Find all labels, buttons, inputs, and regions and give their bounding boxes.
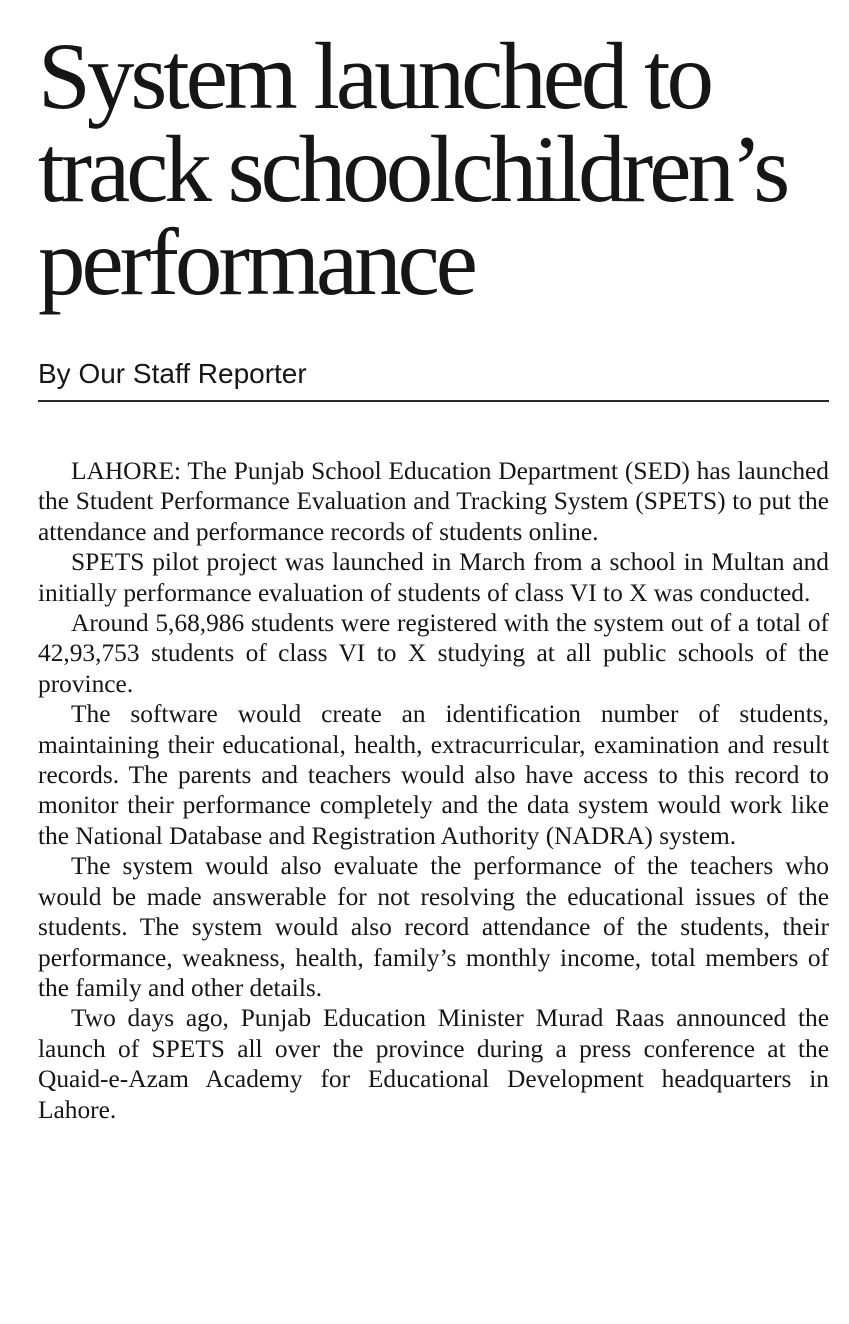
headline: System launched to track schoolchildren’s performance — [38, 23, 787, 315]
paragraph: Around 5,68,986 students were registered with the system out of a total of 42,93,753 students of class VI to X studying at all public schools of the province. — [38, 609, 829, 698]
paragraph: SPETS pilot project was launched in March from a school in Multan and initially performance evaluation of students of class VI to X was conducted. — [38, 548, 829, 607]
paragraph: The system would also evaluate the performance of the teachers who would be made answerable for not resolving the educational issues of the students. The system would also record attendance of the students, their performance, weakness, health, family’s monthly income, total members of the family and other details. — [38, 852, 829, 1002]
article-body — [38, 456, 829, 1125]
paragraph: The software would create an identification number of students, maintaining their educational, health, extracurricular, examination and result records. The parents and teachers would also have access to this record to monitor their performance completely and the data system would work like the National Database and Registration Authority (NADRA) system. — [38, 700, 829, 850]
byline: By Our Staff Reporter — [38, 358, 829, 402]
paragraph: LAHORE: The Punjab School Education Department (SED) has launched the Student Performance Evaluation and Tracking System (SPETS) to put the attendance and performance records of students online. — [38, 457, 829, 546]
news-article — [38, 23, 829, 1125]
paragraph: Two days ago, Punjab Education Minister Murad Raas announced the launch of SPETS all over the province during a press conference at the Quaid-e-Azam Academy for Educational Development headquarters in Lahore. — [38, 1004, 829, 1124]
